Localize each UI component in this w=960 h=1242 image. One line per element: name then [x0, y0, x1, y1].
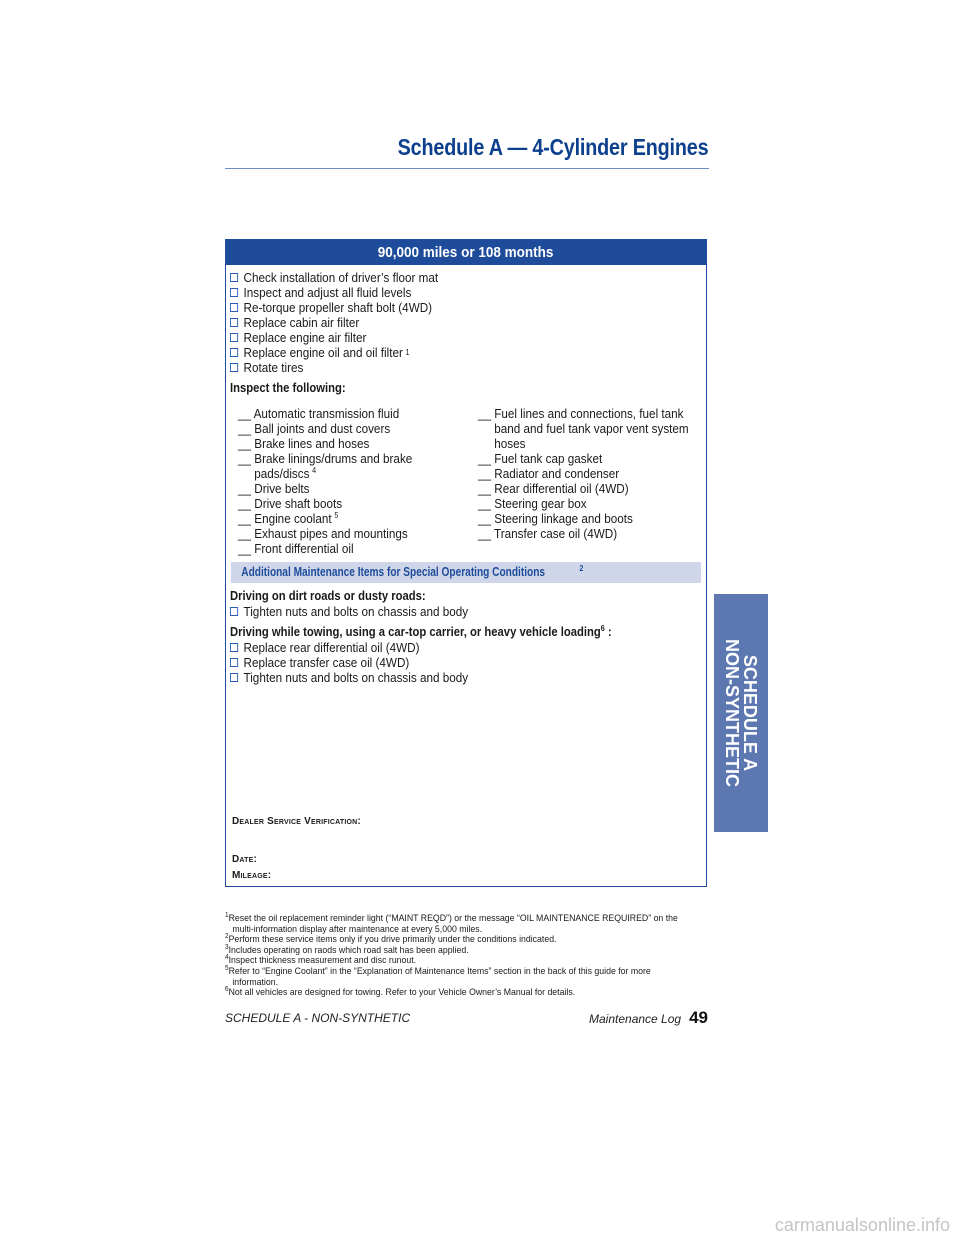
checkbox-icon[interactable] — [230, 318, 238, 327]
inspection-item-text: __ Fuel tank cap gasket — [478, 451, 603, 466]
inspection-item — [478, 481, 712, 496]
section-tab — [714, 594, 768, 832]
inspection-item-line — [478, 496, 689, 511]
additional-section — [230, 589, 654, 685]
towing-checklist — [230, 640, 612, 685]
inspection-item — [238, 526, 432, 541]
inspection-item-line — [478, 451, 689, 466]
inspection-item-line — [478, 511, 689, 526]
checklist-wrap — [230, 270, 653, 396]
section-tab-label — [723, 639, 759, 787]
checkbox-icon[interactable] — [230, 643, 238, 652]
inspection-item-text: __ Front differential oil — [238, 541, 354, 556]
inspection-item-line — [238, 511, 412, 526]
footnote-ref: 5 — [334, 510, 339, 520]
footnote-number: 5 — [225, 964, 229, 972]
inspection-item — [478, 406, 712, 451]
inspection-item — [478, 451, 712, 466]
checkbox-icon[interactable] — [230, 288, 238, 297]
dirt-roads-checklist — [230, 604, 612, 619]
inspection-item-text: hoses — [494, 436, 526, 451]
footnotes — [225, 911, 709, 999]
inspection-item-line — [238, 481, 412, 496]
footnote-text: Includes operating on raods which road salt has been applied. — [228, 944, 469, 956]
inspection-item — [238, 451, 432, 481]
inspection-item-text: __ Transfer case oil (4WD) — [478, 526, 618, 541]
inspection-item-text: band and fuel tank vapor vent system — [494, 421, 689, 436]
towing-heading-colon: : — [604, 625, 612, 639]
footnote-number: 4 — [225, 954, 229, 962]
checklist-item-label: Check installation of driver’s floor mat — [243, 270, 439, 285]
inspection-item — [478, 526, 712, 541]
inspection-item — [238, 541, 432, 556]
footer-log-label: Maintenance Log — [589, 1012, 682, 1026]
inspect-list-left — [238, 406, 432, 556]
checkbox-icon[interactable] — [230, 363, 238, 372]
inspection-item — [478, 496, 712, 511]
section-tab-line-2: NON-SYNTHETIC — [722, 639, 742, 787]
mileage-label: Mileage: — [232, 870, 272, 881]
service-checklist — [230, 270, 653, 375]
interval-header-label: 90,000 miles or 108 months — [378, 244, 554, 261]
title-divider — [225, 168, 709, 169]
inspection-item — [238, 406, 432, 421]
inspection-item-line — [238, 436, 412, 451]
checkbox-icon[interactable] — [230, 333, 238, 342]
checklist-item-label: Replace engine oil and oil filter — [243, 345, 403, 360]
inspection-item-line — [238, 526, 412, 541]
inspection-item-text: __ Rear differential oil (4WD) — [478, 481, 629, 496]
footer-page-info — [589, 1008, 708, 1028]
inspection-item — [238, 436, 432, 451]
inspection-item-text: __ Steering linkage and boots — [478, 511, 633, 526]
inspection-item — [238, 496, 432, 511]
checklist-item: Replace engine oil and oil filter 1 — [230, 345, 653, 360]
checkbox-icon[interactable] — [230, 673, 238, 682]
maintenance-panel — [225, 239, 707, 887]
footnote-line — [225, 964, 670, 978]
checklist-item — [230, 300, 653, 315]
inspect-columns — [230, 406, 700, 566]
inspection-item-line — [478, 406, 689, 421]
additional-items-footnote-ref: 2 — [579, 563, 584, 573]
inspection-item — [478, 511, 712, 526]
checkbox-icon[interactable] — [230, 348, 238, 357]
inspection-item-text: __ Engine coolant — [238, 511, 332, 526]
inspection-item-line — [478, 466, 689, 481]
checklist-item-label: Replace rear differential oil (4WD) — [243, 640, 420, 655]
checklist-item — [230, 330, 653, 345]
inspection-item-line — [238, 421, 412, 436]
checkbox-icon[interactable] — [230, 658, 238, 667]
inspection-item-text: __ Brake lines and hoses — [238, 436, 370, 451]
footnote-text: information. — [232, 976, 279, 988]
checklist-item-label: Re-torque propeller shaft bolt (4WD) — [243, 300, 433, 315]
inspection-item — [238, 511, 432, 526]
inspect-heading: Inspect the following: — [230, 381, 346, 395]
watermark: carmanualsonline.info — [774, 1215, 950, 1235]
footnote-line — [225, 988, 670, 999]
inspection-item-line — [238, 541, 412, 556]
checklist-item — [230, 285, 653, 300]
inspection-item-line — [478, 481, 689, 496]
inspection-item-text: __ Ball joints and dust covers — [238, 421, 391, 436]
inspection-item-line — [238, 496, 412, 511]
checkbox-icon[interactable] — [230, 607, 238, 616]
inspection-item-text: __ Steering gear box — [478, 496, 587, 511]
footnote-text: Inspect thickness measurement and disc runout. — [228, 955, 417, 967]
checklist-item-label: Tighten nuts and bolts on chassis and body — [243, 604, 469, 619]
footnote-text: Reset the oil replacement reminder light (“MAINT REQD”) or the message “OIL MAINTENANCE REQUIRED” on the — [228, 913, 678, 924]
inspection-item-text: __ Drive shaft boots — [238, 496, 343, 511]
inspection-item-line — [238, 451, 412, 466]
footnote-text: Refer to “Engine Coolant” in the “Explanation of Maintenance Items” section in the back of this guide for more — [228, 965, 651, 977]
date-label: Date: — [232, 854, 258, 865]
inspect-list-right — [478, 406, 712, 541]
footnote-text: Not all vehicles are designed for towing. Refer to your Vehicle Owner’s Manual for details. — [228, 987, 576, 999]
inspection-item-text: __ Fuel lines and connections, fuel tank — [478, 406, 684, 421]
checklist-item-label: Tighten nuts and bolts on chassis and body — [243, 670, 469, 685]
inspection-item — [478, 466, 712, 481]
section-tab-line-1: SCHEDULE A — [740, 654, 760, 772]
additional-items-header — [231, 562, 701, 583]
inspection-item-text: __ Radiator and condenser — [478, 466, 620, 481]
inspection-item-line — [478, 436, 689, 451]
footnote-text: Perform these service items only if you drive primarily under the conditions indicated. — [228, 934, 557, 946]
checklist-item — [230, 604, 612, 619]
checkbox-icon[interactable] — [230, 303, 238, 312]
panel-content — [230, 270, 700, 566]
inspection-item-line — [478, 526, 689, 541]
checklist-item-label: Inspect and adjust all fluid levels — [243, 285, 412, 300]
towing-heading-text: Driving while towing, using a car-top carrier, or heavy vehicle loading — [230, 625, 601, 639]
additional-items-title: Additional Maintenance Items for Special Operating Conditions — [241, 565, 546, 579]
footnote-number: 1 — [225, 911, 229, 919]
inspection-item-text: __ Automatic transmission fluid — [238, 406, 400, 421]
inspection-item-line — [238, 466, 412, 481]
inspection-item-line — [478, 421, 689, 436]
page-title: Schedule A — 4-Cylinder Engines — [397, 134, 708, 160]
towing-block — [230, 625, 612, 685]
dirt-roads-block — [230, 589, 612, 619]
footer-section-label: SCHEDULE A - NON-SYNTHETIC — [225, 1011, 411, 1025]
footnote-number: 6 — [225, 986, 229, 993]
checklist-item-label: Replace cabin air filter — [243, 315, 360, 330]
checklist-item — [230, 640, 612, 655]
footnote-number: 3 — [225, 943, 229, 951]
checklist-item — [230, 270, 653, 285]
footnote-ref: 4 — [312, 465, 317, 475]
towing-heading — [230, 625, 612, 640]
inspection-item-text: __ Exhaust pipes and mountings — [238, 526, 408, 541]
inspection-item-text: __ Drive belts — [238, 481, 310, 496]
checklist-item-label: Rotate tires — [243, 360, 304, 375]
towing-footnote-ref: 6 — [600, 623, 605, 633]
footnote-text: multi-information display after maintenance at every 5,000 miles. — [232, 923, 483, 935]
inspection-item-line — [238, 406, 412, 421]
interval-header — [226, 240, 706, 265]
footnote-number: 2 — [225, 933, 229, 941]
dirt-roads-heading: Driving on dirt roads or dusty roads: — [230, 589, 426, 603]
checklist-item-label: Replace engine air filter — [243, 330, 367, 345]
checklist-item — [230, 670, 612, 685]
page-number: 49 — [689, 1008, 708, 1027]
checklist-item-label: Replace transfer case oil (4WD) — [243, 655, 410, 670]
inspection-item-text: __ Brake linings/drums and brake — [238, 451, 413, 466]
checklist-item — [230, 655, 612, 670]
checklist-item — [230, 315, 653, 330]
inspection-item-text: pads/discs — [254, 466, 310, 481]
checklist-item — [230, 360, 653, 375]
checkbox-icon[interactable] — [230, 273, 238, 282]
inspection-item — [238, 481, 432, 496]
dealer-verification-label: Dealer Service Verification: — [232, 816, 361, 827]
inspection-item — [238, 421, 432, 436]
